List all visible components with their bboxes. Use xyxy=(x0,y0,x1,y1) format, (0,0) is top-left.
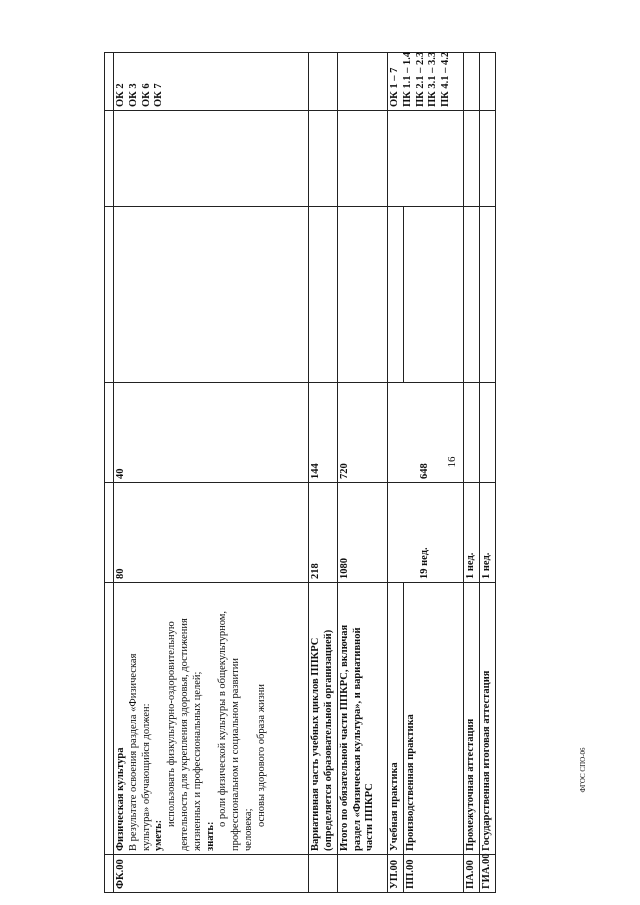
pa-title: Промежуточная аттестация xyxy=(464,583,480,855)
fk-empty-cell xyxy=(114,207,309,383)
table-row-variative xyxy=(309,53,338,893)
fk-description xyxy=(114,583,309,855)
pa-code: ПА.00 xyxy=(464,855,480,893)
fk-line: уметь: xyxy=(153,819,165,851)
table-top-strip xyxy=(105,53,114,893)
competency-item: ПК 3.1 – 3.3 xyxy=(427,51,439,107)
fk-line: В результате освоения раздела «Физическая xyxy=(127,653,139,851)
variative-empty-cell xyxy=(309,53,338,111)
competency-item: ПК 2.1 – 2.3 xyxy=(414,51,426,107)
fk-line: жизненных и профессиональных целей; xyxy=(191,671,203,851)
pa-empty-cell xyxy=(464,207,480,383)
pp-empty-cell xyxy=(403,207,463,383)
table-row-fk xyxy=(114,53,309,893)
total-title-line: раздел «Физическая культура», и вариативной xyxy=(351,627,363,851)
table-row-pa xyxy=(464,53,480,893)
table-row-up xyxy=(388,53,404,893)
fk-line: использовать физкультурно-оздоровительную xyxy=(166,621,178,827)
competency-item: ОК 6 xyxy=(140,83,152,107)
gia-title: Государственная итоговая аттестация xyxy=(480,583,496,855)
competency-item: ПК 4.1 – 4.2 xyxy=(440,51,452,107)
up-empty-cell xyxy=(388,207,404,383)
variative-code xyxy=(309,855,338,893)
gia-empty-cell xyxy=(480,207,496,383)
pa-weeks: 1 нед. xyxy=(464,483,480,583)
up-title: Учебная практика xyxy=(388,583,404,855)
total-empty-cell xyxy=(337,53,387,111)
page-number: 16 xyxy=(446,456,458,468)
variative-title-line: Вариативная часть учебных циклов ППКРС xyxy=(310,637,322,851)
total-code xyxy=(337,855,387,893)
total-title xyxy=(337,583,387,855)
fk-required-load: 40 xyxy=(114,383,309,483)
total-title-line: Итого по обязательной части ППКРС, включая xyxy=(338,624,350,851)
fk-line: деятельность для укрепления здоровья, достижения xyxy=(179,618,191,851)
fk-code: ФК.00 xyxy=(114,855,309,893)
fk-line: о роли физической культуры в общекультурном, xyxy=(217,610,229,827)
variative-title-line: (определяется образовательной организацией) xyxy=(322,629,334,851)
pa-empty-cell xyxy=(464,383,480,483)
fk-title: Физическая культура xyxy=(115,747,127,851)
pp-weeks: 19 нед. xyxy=(388,483,464,583)
gia-empty-cell xyxy=(480,111,496,207)
fk-line: знать: xyxy=(204,821,216,851)
total-max-load: 1080 xyxy=(337,483,387,583)
fk-competencies xyxy=(114,53,309,111)
footer-mark: ФГОС СПО-06 xyxy=(579,747,587,793)
pa-empty-cell xyxy=(464,53,480,111)
total-empty-cell xyxy=(337,111,387,207)
gia-code: ГИА.00 xyxy=(480,855,496,893)
curriculum-table xyxy=(104,52,496,893)
fk-empty-cell xyxy=(114,111,309,207)
table-row-gia xyxy=(480,53,496,893)
total-empty-cell xyxy=(337,207,387,383)
fk-line: культура» обучающийся должен: xyxy=(140,703,152,851)
fk-line: основы здорового образа жизни xyxy=(255,684,267,827)
fk-line: человека; xyxy=(243,808,254,851)
pp-hours: 648 xyxy=(388,383,464,483)
total-title-line: части ППКРС xyxy=(364,783,376,851)
table-row-total xyxy=(337,53,387,893)
variative-required-load: 144 xyxy=(309,383,338,483)
variative-max-load: 218 xyxy=(309,483,338,583)
competency-item: ПК 1.1 – 1.4 xyxy=(401,51,413,107)
competency-item: ОК 3 xyxy=(127,83,139,107)
fk-line: профессиональном и социальном развитии xyxy=(230,658,242,851)
competency-item: ОК 2 xyxy=(115,83,127,107)
competency-item: ОК 1 – 7 xyxy=(389,67,401,107)
competency-item: ОК 7 xyxy=(153,83,165,107)
pa-empty-cell xyxy=(464,111,480,207)
gia-empty-cell xyxy=(480,53,496,111)
curriculum-table-rotated xyxy=(104,53,496,893)
variative-empty-cell xyxy=(309,111,338,207)
practice-empty-cell xyxy=(388,111,464,207)
variative-empty-cell xyxy=(309,207,338,383)
pp-competencies xyxy=(388,53,464,111)
total-required-load: 720 xyxy=(337,383,387,483)
pp-title: Производственная практика xyxy=(403,583,463,855)
fk-max-load: 80 xyxy=(114,483,309,583)
gia-weeks: 1 нед. xyxy=(480,483,496,583)
gia-empty-cell xyxy=(480,383,496,483)
pp-code: ПП.00 xyxy=(403,855,463,893)
variative-title xyxy=(309,583,338,855)
up-code: УП.00 xyxy=(388,855,404,893)
